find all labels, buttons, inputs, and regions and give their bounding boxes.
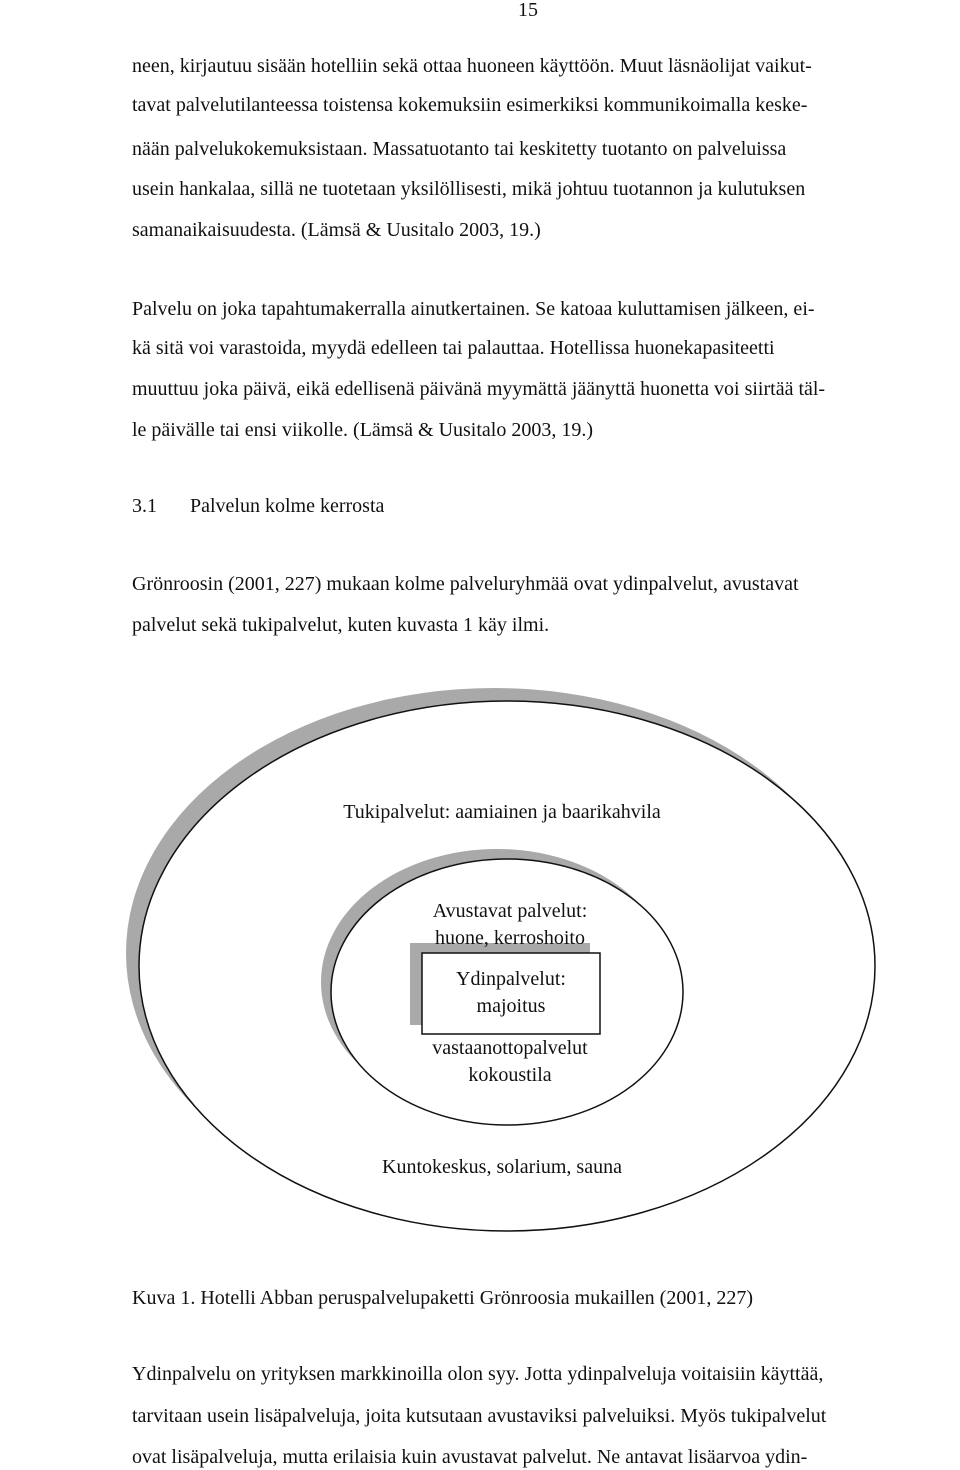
figure-caption: Kuva 1. Hotelli Abban peruspalvelupaketti Grönroosia mukaillen (2001, 227) bbox=[132, 1287, 753, 1309]
paragraph-1-line: nään palvelukokemuksistaan. Massatuotanto tai keskitetty tuotanto on palveluissa bbox=[132, 138, 787, 160]
middle-label-title: Avustavat palvelut: bbox=[432, 900, 588, 922]
paragraph-2-line: le päivälle tai ensi viikolle. (Lämsä & Uusitalo 2003, 19.) bbox=[132, 419, 594, 441]
section-number: 3.1 bbox=[132, 495, 157, 517]
paragraph-3-line: Grönroosin (2001, 227) mukaan kolme palveluryhmää ovat ydinpalvelut, avustavat bbox=[132, 573, 799, 595]
paragraph-4-line: tarvitaan usein lisäpalveluja, joita kutsutaan avustaviksi palveluiksi. Myös tukipalvelut bbox=[132, 1405, 827, 1427]
paragraph-2-line: Palvelu on joka tapahtumakerralla ainutkertainen. Se katoaa kuluttamisen jälkeen, ei- bbox=[132, 298, 815, 320]
core-box bbox=[422, 953, 600, 1034]
outer-label: Tukipalvelut: aamiainen ja baarikahvila bbox=[343, 801, 661, 823]
paragraph-1-line: usein hankalaa, sillä ne tuotetaan yksilöllisesti, mikä johtuu tuotannon ja kulutuksen bbox=[132, 178, 806, 200]
middle-label-reception: vastaanottopalvelut bbox=[432, 1037, 588, 1059]
core-label-title: Ydinpalvelut: bbox=[456, 968, 566, 990]
paragraph-2-line: muuttuu joka päivä, eikä edellisenä päivänä myymättä jäänyttä huonetta voi siirtää täl- bbox=[132, 378, 826, 400]
core-label-items: majoitus bbox=[476, 995, 546, 1017]
paragraph-3-line: palvelut sekä tukipalvelut, kuten kuvasta 1 käy ilmi. bbox=[132, 614, 550, 636]
middle-label-items: huone, kerroshoito bbox=[435, 927, 585, 949]
paragraph-1-line: samanaikaisuudesta. (Lämsä & Uusitalo 2003, 19.) bbox=[132, 219, 541, 241]
paragraph-1-line: tavat palvelutilanteessa toistensa kokemuksiin esimerkiksi kommunikoimalla keske- bbox=[132, 94, 808, 116]
section-title: Palvelun kolme kerrosta bbox=[190, 495, 385, 517]
outer-bottom-label: Kuntokeskus, solarium, sauna bbox=[382, 1156, 622, 1178]
paragraph-1-line: neen, kirjautuu sisään hotelliin sekä ottaa huoneen käyttöön. Muut läsnäolijat vaikut- bbox=[132, 55, 812, 77]
middle-label-meeting: kokoustila bbox=[468, 1064, 552, 1086]
paragraph-4-line: ovat lisäpalveluja, mutta erilaisia kuin avustavat palvelut. Ne antavat lisäarvoa ydin- bbox=[132, 1446, 808, 1468]
paragraph-2-line: kä sitä voi varastoida, myydä edelleen tai palauttaa. Hotellissa huonekapasiteetti bbox=[132, 337, 775, 359]
page-number: 15 bbox=[518, 0, 538, 21]
paragraph-4-line: Ydinpalvelu on yrityksen markkinoilla olon syy. Jotta ydinpalveluja voitaisiin käyttää, bbox=[132, 1363, 824, 1385]
